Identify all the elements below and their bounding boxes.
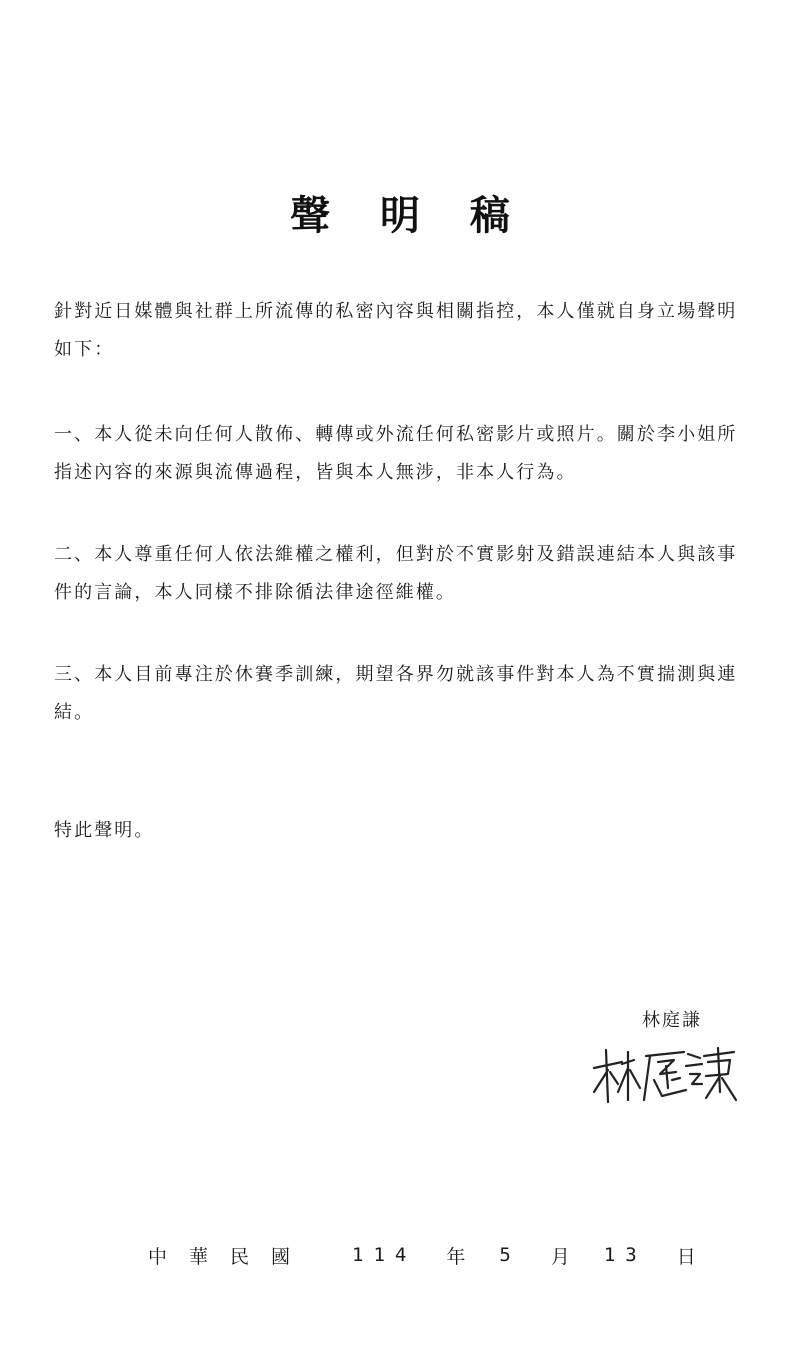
date-month: 5 bbox=[499, 1244, 521, 1266]
date-year: 114 bbox=[352, 1244, 417, 1266]
closing-line: 特此聲明。 bbox=[54, 820, 155, 841]
handwritten-signature bbox=[588, 1040, 738, 1110]
date-day-unit: 日 bbox=[676, 1245, 696, 1268]
point-one-paragraph: 一、本人從未向任何人散佈、轉傳或外流任何私密影片或照片。關於李小姐所指述內容的來源與流傳過程，皆與本人無涉，非本人行為。 bbox=[54, 424, 738, 483]
date-era: 中華民國 bbox=[148, 1245, 313, 1268]
signer-name: 林庭謙 bbox=[642, 1010, 702, 1031]
date-line bbox=[148, 1240, 696, 1270]
point-three-paragraph: 三、本人目前專注於休賽季訓練，期望各界勿就該事件對本人為不實揣測與連結。 bbox=[54, 664, 738, 723]
intro-paragraph: 針對近日媒體與社群上所流傳的私密內容與相關指控，本人僅就自身立場聲明如下： bbox=[54, 301, 738, 360]
document-title: 聲 明 稿 bbox=[290, 192, 528, 239]
date-year-unit: 年 bbox=[446, 1245, 466, 1268]
point-two-paragraph: 二、本人尊重任何人依法維權之權利，但對於不實影射及錯誤連結本人與該事件的言論，本人同樣不排除循法律途徑維權。 bbox=[54, 544, 738, 603]
date-day: 13 bbox=[603, 1244, 647, 1266]
date-month-unit: 月 bbox=[550, 1245, 570, 1268]
